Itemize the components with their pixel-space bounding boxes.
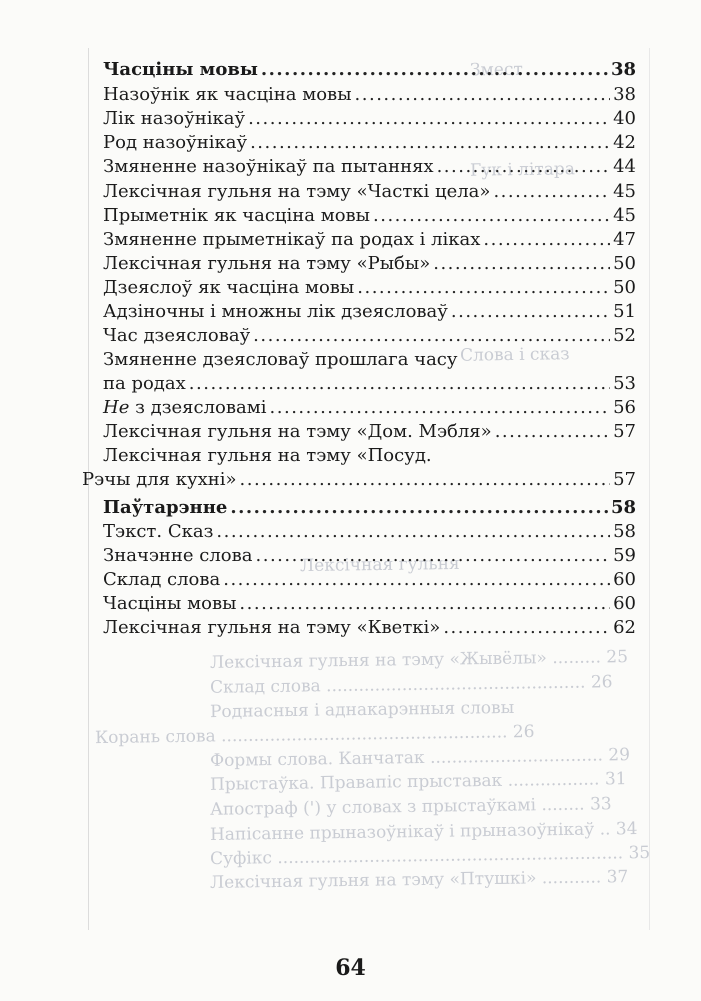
dot-leader — [443, 615, 610, 641]
toc-entry[interactable] — [103, 82, 636, 108]
dot-leader — [261, 57, 608, 83]
dot-leader — [495, 419, 610, 445]
toc-entry[interactable] — [103, 371, 636, 397]
toc-entry[interactable] — [103, 130, 636, 156]
dot-leader — [216, 519, 610, 545]
dot-leader — [256, 543, 611, 569]
toc-entry-page: 59 — [613, 545, 636, 566]
toc-entry-title: Лексічная гульня на тэму «Кветкі» — [103, 617, 441, 638]
toc-entry[interactable] — [103, 591, 636, 617]
dot-leader — [189, 371, 610, 397]
toc-entry-title: Значэнне слова — [103, 545, 253, 566]
dot-leader — [355, 82, 611, 108]
toc-entry-title: Род назоўнікаў — [103, 132, 248, 153]
toc-entry[interactable] — [103, 567, 636, 593]
toc-entry-page: 50 — [613, 277, 636, 298]
toc-entry-title-line1: Змяненне дзеясловаў прошлага часу — [103, 349, 458, 370]
toc-entry-title: Часціны мовы — [103, 59, 258, 80]
toc-entry[interactable] — [103, 519, 636, 545]
toc-entry-page: 47 — [613, 229, 636, 250]
toc-entry[interactable] — [103, 615, 636, 641]
toc-entry-title-rest: з дзеясловамі — [135, 397, 267, 418]
dot-leader — [230, 495, 608, 521]
toc-entry-page: 60 — [613, 593, 636, 614]
toc-entry[interactable] — [103, 299, 636, 325]
toc-entry-page: 38 — [613, 84, 636, 105]
toc-entry[interactable] — [103, 227, 636, 253]
toc-entry-title-line1: Лексічная гульня на тэму «Посуд. — [103, 445, 432, 466]
toc-entry-page: 58 — [610, 497, 636, 518]
toc-entry-page: 60 — [613, 569, 636, 590]
toc-entry[interactable] — [103, 395, 636, 421]
toc-entry-page: 56 — [613, 397, 636, 418]
dot-leader — [357, 275, 610, 301]
dot-leader — [223, 567, 610, 593]
dot-leader — [483, 227, 610, 253]
toc-entry-title: па родах — [103, 373, 186, 394]
toc-entry[interactable] — [82, 467, 636, 493]
toc-entry-title: Рэчы для кухні» — [82, 469, 237, 490]
toc-entry-page: 57 — [613, 469, 636, 490]
toc-entry[interactable] — [103, 543, 636, 569]
toc-entry-title: Лексічная гульня на тэму «Дом. Мэбля» — [103, 421, 492, 442]
toc-entry-page: 58 — [613, 521, 636, 542]
toc-entry-page: 38 — [610, 59, 636, 80]
toc-entry-page: 57 — [613, 421, 636, 442]
dot-leader — [253, 323, 610, 349]
toc-entry[interactable] — [103, 57, 636, 83]
toc-entry-title: Лексічная гульня на тэму «Рыбы» — [103, 253, 431, 274]
toc-entry[interactable] — [103, 323, 636, 349]
dot-leader — [433, 251, 610, 277]
toc-entry-title: Склад слова — [103, 569, 221, 590]
toc-entry-page: 53 — [613, 373, 636, 394]
toc-entry[interactable] — [103, 106, 636, 132]
dot-leader — [493, 179, 610, 205]
toc-entry[interactable] — [103, 419, 636, 445]
dot-leader — [270, 395, 611, 421]
toc-entry-title: Часціны мовы — [103, 593, 237, 614]
toc-entry[interactable] — [103, 275, 636, 301]
toc-entry-title: Назоўнік як часціна мовы — [103, 84, 352, 105]
toc-entry-title: Тэкст. Сказ — [103, 521, 214, 542]
dot-leader — [239, 591, 610, 617]
toc-entry-title: Лексічная гульня на тэму «Часткі цела» — [103, 181, 491, 202]
toc-entry-page: 62 — [613, 617, 636, 638]
toc-entry-page: 52 — [613, 325, 636, 346]
dot-leader — [248, 106, 610, 132]
toc-entry[interactable] — [103, 495, 636, 521]
toc-entry[interactable] — [103, 203, 636, 229]
toc-entry-page: 40 — [613, 108, 636, 129]
toc-entry-title: Паўтарэнне — [103, 497, 228, 518]
toc-entry-title: Адзіночны і множны лік дзеясловаў — [103, 301, 448, 322]
toc-entry-page: 42 — [613, 132, 636, 153]
toc-entry-title: Прыметнік як часціна мовы — [103, 205, 371, 226]
toc-entry-page: 44 — [613, 156, 636, 177]
page-number: 64 — [335, 955, 366, 981]
toc-entry-page: 50 — [613, 253, 636, 274]
toc-entry-title-prefix: Не — [103, 397, 130, 418]
toc-entry[interactable] — [103, 154, 636, 180]
toc-entry-title: Час дзеясловаў — [103, 325, 251, 346]
toc-entry-page: 45 — [613, 205, 636, 226]
toc-entry-page: 45 — [613, 181, 636, 202]
toc-entry[interactable] — [103, 251, 636, 277]
toc-entry-title: Змяненне прыметнікаў па родах і ліках — [103, 229, 481, 250]
dot-leader — [437, 154, 611, 180]
toc-entry-title — [103, 395, 267, 421]
dot-leader — [373, 203, 610, 229]
toc-entry[interactable] — [103, 179, 636, 205]
toc-entry-title: Лік назоўнікаў — [103, 108, 246, 129]
toc-entry-title: Дзеяслоў як часціна мовы — [103, 277, 355, 298]
toc-entry-title: Змяненне назоўнікаў па пытаннях — [103, 156, 434, 177]
dot-leader — [451, 299, 610, 325]
toc-entry-page: 51 — [613, 301, 636, 322]
dot-leader — [240, 467, 611, 493]
dot-leader — [250, 130, 610, 156]
show-through-background: Змест Гук і літара Слова і сказ Лексічная гульня Лексічная гульня на тэму «Жывёлы» ......... 25 Склад слова ................................................ 26 Роднасныя і аднакарэнныя словы Корань слова ..................................................... 26 Формы слова. Канчатак ................................ 29 Прыстаўка. Правапіс прыставак ................. 31 Апостраф (') у словах з прыстаўкамі ........ 33 Напісанне прыназоўнікаў і прыназоўнікаў .. 34 Суфікс ................................................................ 35 Лексічная гульня на тэму «Птушкі» ........... 37 — [94, 59, 651, 893]
